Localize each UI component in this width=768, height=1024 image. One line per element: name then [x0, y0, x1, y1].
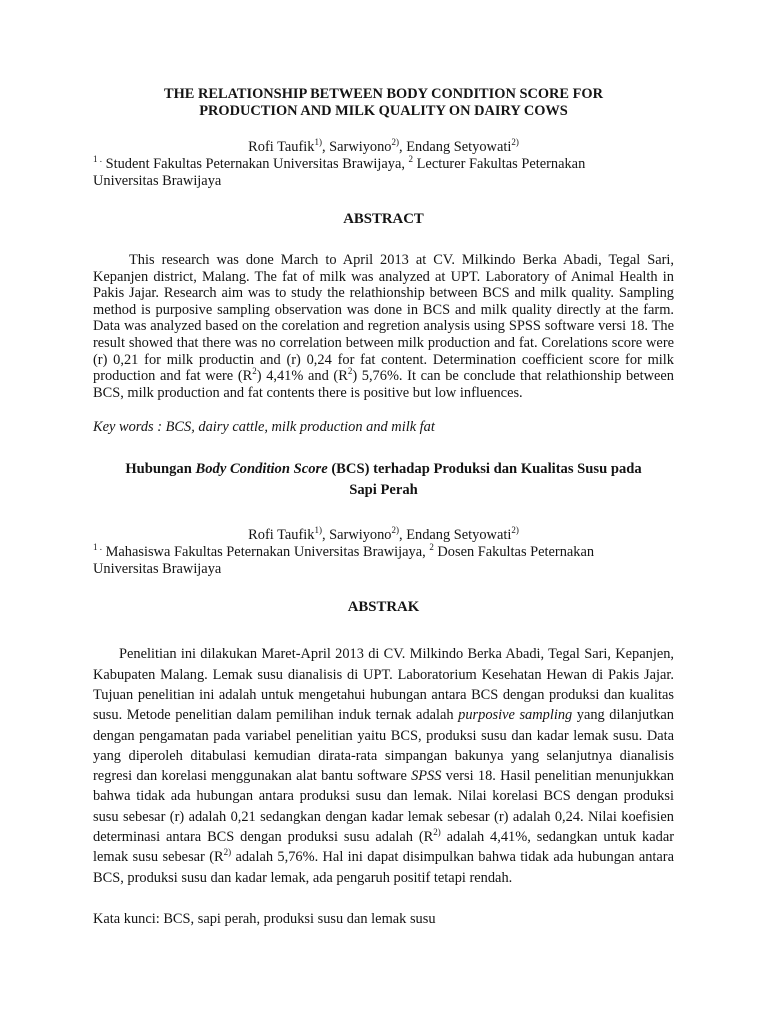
abstract-body: This research was done March to April 2013 at CV. Milkindo Berka Abadi, Tegal Sari, Kepanjen district, Malang. The fat of milk was analyzed at UPT. Laboratory of Animal Health in Pakis Jajar. Research aim was to study the relathionship between BCS and milk quality. Sampling method is purposive sampling observation was done in BCS and milk quality directly at the farm. Data was analyzed based on the corelation and regretion analysis using SPSS software versi 18. The result showed that there was no correlation between milk production and fat. Corelations score were (r) 0,21 for milk productin and (r) 0,24 for fat content. Determination coefficient score for milk production and fat were $(R^2)$ 4,41% and $(R^2)$ 5,76%. It can be conclude that relathionship between BCS, milk production and fat contents there is positive but low influences.	[93, 252, 674, 401]
english-title-line2: PRODUCTION AND MILK QUALITY ON DAIRY COWS	[199, 103, 568, 119]
english-title	[93, 86, 674, 120]
indonesian-authors: Rofi Taufik$^{1)}$, Sarwiyono$^{2)}$, Endang Setyowati$^{2)}$	[248, 525, 519, 544]
english-authors: Rofi Taufik$^{1)}$, Sarwiyono$^{2)}$, Endang Setyowati$^{2)}$	[248, 137, 519, 155]
abstract-heading: ABSTRACT	[343, 211, 424, 227]
abstrak-body: Penelitian ini dilakukan Maret-April 2013 di CV. Milkindo Berka Abadi, Tegal Sari, Kepanjen, Kabupaten Malang. Lemak susu dianalisis di UPT. Laboratorium Kesehatan Hewan di Pakis Jajar. Tujuan penelitian ini adalah untuk mengetahui hubungan antara BCS dengan produksi dan kualitas susu. Metode penelitian dalam pemilihan induk ternak adalah purposive sampling yang dilanjutkan dengan pengamatan pada variabel penelitian yaitu BCS, produksi susu dan kadar lemak susu. Data yang diperoleh ditabulasi kemudian dirata-rata simpangan bakunya yang selanjutnya dianalisis regresi dan korelasi menggunakan alat bantu software SPSS versi 18. Hasil penelitian menunjukkan bahwa tidak ada hubungan antara produksi susu dan lemak. Nilai korelasi BCS dengan produksi susu sebesar (r) adalah 0,21 sedangkan dengan kadar lemak sebesar (r) adalah 0,24. Nilai koefisien determinasi antara BCS dengan produksi susu adalah ($R^{2)}$ adalah 4,41%, sedangkan untuk kadar lemak susu sebesar ($R^{2)}$ adalah 5,76%. Hal ini dapat disimpulkan bahwa tidak ada hubungan antara BCS, produksi susu dan kadar lemak, ada pengaruh positif tetapi rendah.	[93, 646, 675, 886]
abstrak-heading: ABSTRAK	[347, 599, 420, 616]
indonesian-keywords: Kata kunci: BCS, sapi perah, produksi susu dan lemak susu	[93, 910, 436, 927]
english-affiliation: $^{1 .}$ Student Fakultas Peternakan Universitas Brawijaya, $^2$ Lecturer Fakultas Peternakan Universitas Brawijaya	[93, 154, 586, 189]
indonesian-affiliation: $^{1 .}$ Mahasiswa Fakultas Peternakan Universitas Brawijaya, $^2$ Dosen Fakultas Peternakan Universitas Brawijaya	[93, 542, 595, 578]
english-keywords: Key words : BCS, dairy cattle, milk production and milk fat	[93, 419, 435, 436]
english-title-line1: THE RELATIONSHIP BETWEEN BODY CONDITION SCORE FOR	[164, 86, 603, 102]
indonesian-title: Hubungan Body Condition Score (BCS) terhadap Produksi dan Kualitas Susu pada Sapi Perah	[125, 461, 642, 499]
